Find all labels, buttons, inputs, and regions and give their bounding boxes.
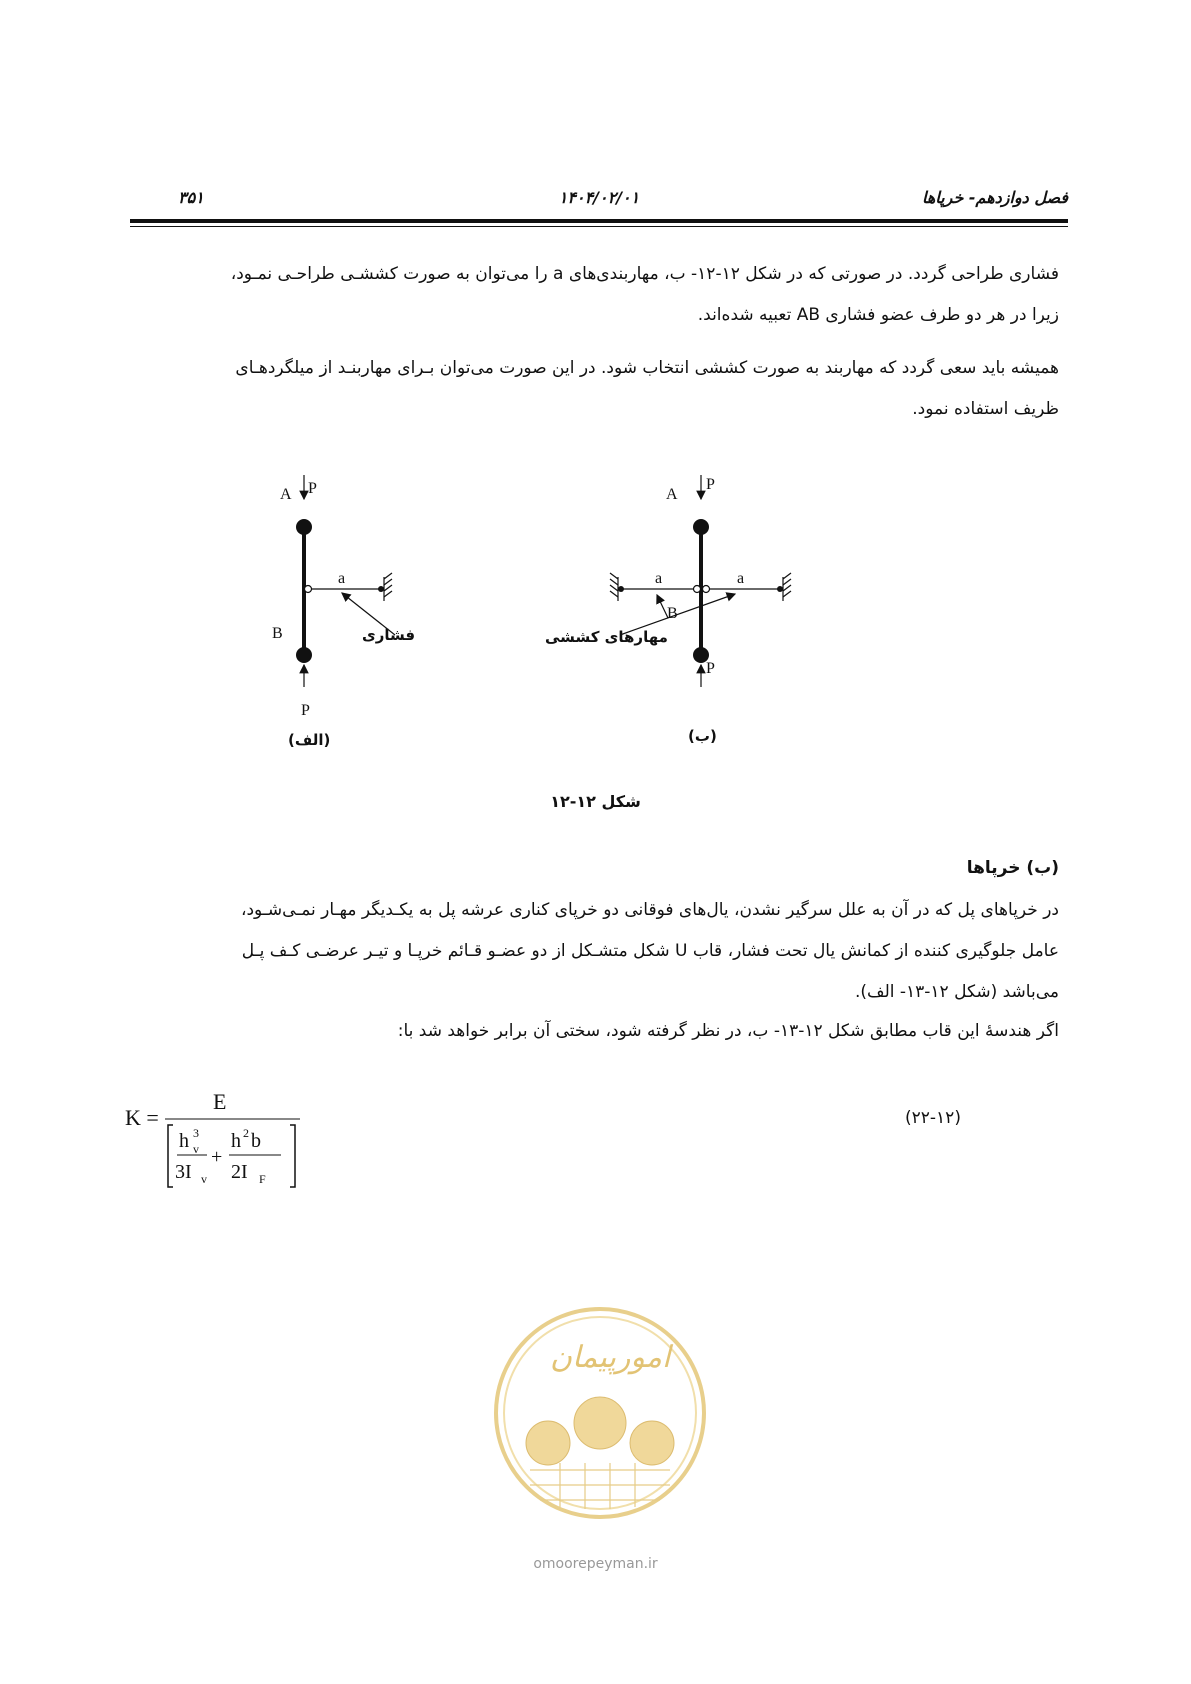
panel-label-left: (الف) (288, 731, 331, 749)
eq-term2-num-tail: b (251, 1130, 261, 1152)
eq-numerator: E (213, 1089, 227, 1114)
eq-term2-den-sub: F (259, 1172, 266, 1186)
eq-term2-num-sup: 2 (243, 1126, 249, 1140)
gear-icon (526, 1397, 674, 1465)
brace-joint-left (305, 586, 312, 593)
eq-term1-den-sub: v (201, 1172, 207, 1186)
label-b-right: B (667, 605, 678, 622)
paragraph-line: فشاری طراحی گردد. در صورتی که در شکل ۱۲-۱۲- ب، مهاربندی‌های a را می‌توان به صورت کششـی طراحـی نمـود، (230, 264, 1059, 284)
watermark-url: omoorepeyman.ir (533, 1556, 658, 1572)
eq-term1-num-sub: v (193, 1142, 199, 1156)
header-rule-thin (130, 226, 1068, 227)
load-p-top-left: P (308, 480, 317, 497)
panel-label-right: (ب) (688, 727, 717, 745)
brace-label-right-left: a (655, 570, 663, 587)
eq-lhs: K = (125, 1105, 159, 1130)
paragraph-line: زیرا در هر دو طرف عضو فشاری AB تعبیه شده‌اند. (697, 305, 1059, 325)
page-number: ۳۵۱ (178, 188, 204, 207)
label-b-left: B (272, 625, 283, 642)
header-rule-thick (130, 219, 1068, 223)
eq-term1-den: 3I (175, 1161, 192, 1183)
section-heading: (ب) خرپاها (966, 858, 1059, 878)
chapter-title: فصل دوازدهم- خرپاها (921, 188, 1068, 207)
paragraph-line: عامل جلوگیری کننده از کمانش یال تحت فشار، قاب U شکل متشـکل از دو عضـو قـائم خرپـا و تیـر عرضـی کـف پـل (241, 941, 1059, 961)
eq-plus: + (211, 1146, 223, 1168)
load-p-bottom-right: P (706, 660, 715, 677)
brace-end-right-right (777, 586, 783, 592)
brace-end-left (378, 586, 384, 592)
load-p-bottom-left: P (301, 702, 310, 719)
node-b-left (296, 647, 312, 663)
equation-number: (۲۲-۱۲) (905, 1108, 961, 1128)
eq-term1-num: h (179, 1130, 189, 1152)
paragraph-3 (115, 890, 1059, 1013)
annotation-compression: فشاری (362, 626, 416, 644)
watermark-text: امورپیمان (550, 1340, 671, 1375)
figure-12-12 (250, 475, 930, 805)
eq-left-bracket (168, 1125, 173, 1187)
eq-term2-num: h (231, 1130, 241, 1152)
brace-joint-right-b (703, 586, 710, 593)
figure-caption: شکل ۱۲-۱۲ (550, 792, 641, 811)
fixed-support-icon (384, 573, 392, 601)
eq-term2-den: 2I (231, 1161, 248, 1183)
label-a-left: A (280, 486, 292, 503)
fixed-support-icon (610, 573, 618, 601)
paragraph-line: همیشه باید سعی گردد که مهاربند به صورت کششی انتخاب شود. در این صورت می‌توان بـرای مهاربنـد از میلگردهـای (235, 358, 1059, 378)
paragraph-line: ظریف استفاده نمود. (912, 399, 1059, 419)
paragraph-1 (115, 254, 1059, 336)
brace-joint-right-a (694, 586, 701, 593)
brace-end-right-left (618, 586, 624, 592)
left-panel (272, 475, 415, 749)
brace-label-right-right: a (737, 570, 745, 587)
fixed-support-icon (783, 573, 791, 601)
watermark-logo (490, 1295, 710, 1575)
paragraph-line: اگر هندسهٔ این قاب مطابق شکل ۱۲-۱۳- ب، در نظر گرفته شود، سختی آن برابر خواهد شد با: (397, 1021, 1059, 1041)
paragraph-2 (115, 348, 1059, 430)
brace-label-left: a (338, 570, 346, 587)
paragraph-line: در خرپاهای پل که در آن به علل سرگیر نشدن، یال‌های فوقانی دو خرپای کناری عرشه پل به یکـدیگر مهـار نمـی‌شـود، (241, 900, 1059, 920)
annotation-tension-braces: مهارهای کششی (545, 628, 668, 646)
label-a-right: A (666, 486, 678, 503)
eq-right-bracket (290, 1125, 295, 1187)
right-panel (545, 475, 791, 745)
header-date: ۱۴۰۴/۰۲/۰۱ (558, 188, 640, 207)
paragraph-line: می‌باشد (شکل ۱۲-۱۳- الف). (854, 982, 1059, 1002)
eq-term1-num-sup: 3 (193, 1126, 199, 1140)
paragraph-4 (115, 1011, 1059, 1052)
page-header (130, 188, 1068, 212)
load-p-top-right: P (706, 476, 715, 493)
equation-k (125, 1085, 325, 1195)
